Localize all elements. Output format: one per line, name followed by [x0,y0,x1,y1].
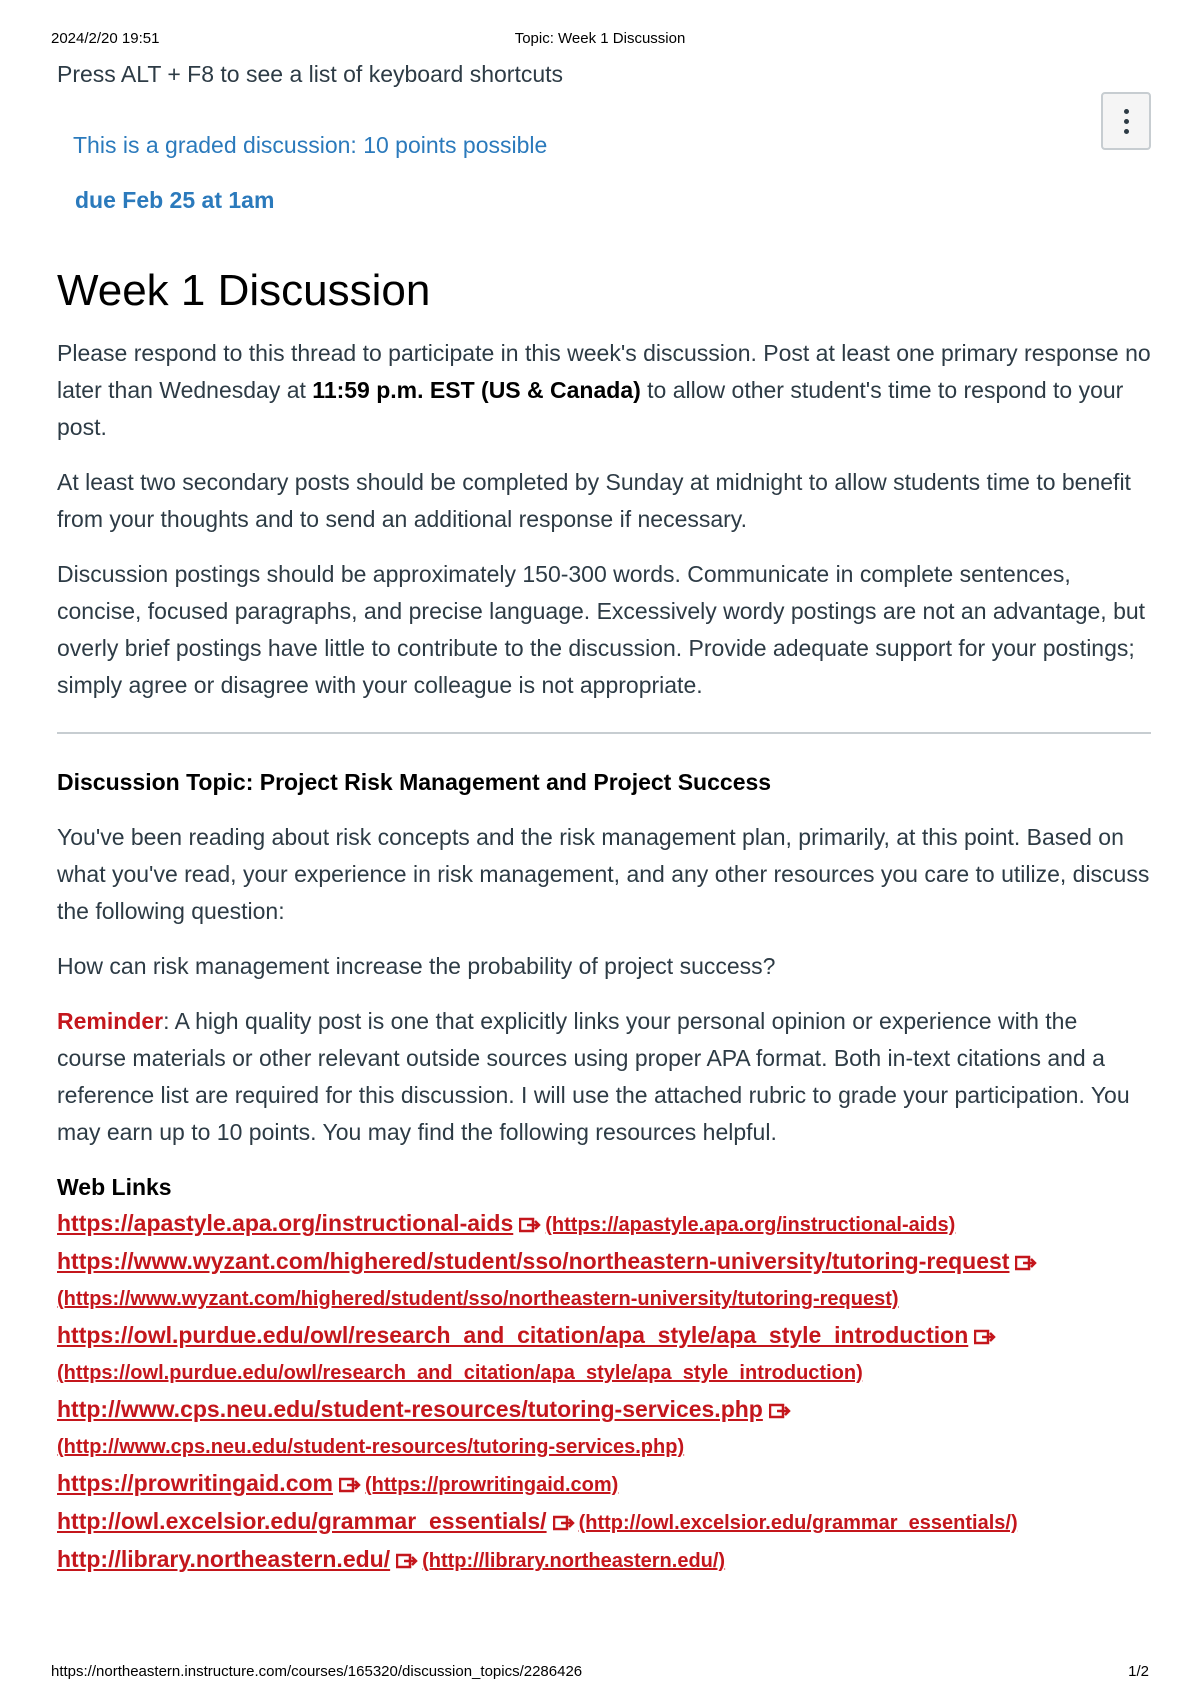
list-item [57,1541,1151,1579]
topic-heading: Discussion Topic: Project Risk Management and Project Success [57,769,772,795]
topic-question: How can risk management increase the probability of project success? [57,953,776,979]
web-link[interactable]: https://www.wyzant.com/highered/student/sso/northeastern-university/tutoring-request [57,1248,1010,1274]
print-page-number: 1/2 [1128,1663,1149,1680]
list-item [57,1243,1151,1317]
web-link-url[interactable]: (https://apastyle.apa.org/instructional-aids) [545,1214,956,1236]
list-item [57,1205,1151,1243]
reminder-label: Reminder [57,1008,164,1034]
web-link[interactable]: http://www.cps.neu.edu/student-resources/tutoring-services.php [57,1396,763,1422]
web-link-url[interactable]: (https://owl.purdue.edu/owl/research_and_citation/apa_style/apa_style_introduction) [57,1362,863,1384]
external-link-icon [339,1477,361,1493]
web-link-url[interactable]: (http://library.northeastern.edu/) [422,1550,726,1572]
kebab-menu-icon [1124,109,1129,134]
external-link-icon [519,1217,541,1233]
discussion-body [57,335,1151,1579]
intro-paragraph-2: At least two secondary posts should be completed by Sunday at midnight to allow students time to benefit from your thoughts and to send an additional response if necessary. [57,469,1131,532]
keyboard-shortcuts-hint: Press ALT + F8 to see a list of keyboard shortcuts [57,61,564,87]
discussion-content [57,60,1151,1572]
list-item [57,1465,1151,1503]
print-url: https://northeastern.instructure.com/courses/165320/discussion_topics/2286426 [51,1663,583,1680]
external-link-icon [974,1329,996,1345]
external-link-icon [553,1515,575,1531]
list-item [57,1391,1151,1465]
web-link-url[interactable]: (https://www.wyzant.com/highered/student/sso/northeastern-university/tutoring-request) [57,1288,899,1310]
list-item [57,1317,1151,1391]
web-link[interactable]: http://library.northeastern.edu/ [57,1546,391,1572]
list-item [57,1503,1151,1541]
web-link[interactable]: https://apastyle.apa.org/instructional-aids [57,1210,514,1236]
web-links-heading: Web Links [57,1174,172,1200]
intro-paragraph-3: Discussion postings should be approximately 150-300 words. Communicate in complete sentences, concise, focused paragraphs, and precise language. Excessively wordy postings are not an advantage, but overly brief postings have little to contribute to the discussion. Provide adequate support for your postings; simply agree or disagree with your colleague is not appropriate. [57,561,1146,698]
external-link-icon [1015,1255,1037,1271]
web-link-url[interactable]: (http://www.cps.neu.edu/student-resources/tutoring-services.php) [57,1436,685,1458]
print-date: 2024/2/20 19:51 [51,30,160,47]
page-title: Week 1 Discussion [57,266,431,315]
reminder-paragraph: Reminder: A high quality post is one that explicitly links your personal opinion or experience with the course materials or other relevant outside sources using proper APA format. Both in-text citations and a reference list are required for this discussion. I will use the attached rubric to grade your participation. You may earn up to 10 points. You may find the following resources helpful. [57,1008,1130,1145]
print-header [51,30,1149,50]
section-divider [57,732,1151,734]
web-link[interactable]: http://owl.excelsior.edu/grammar_essentials/ [57,1508,547,1534]
print-footer [51,1663,1149,1683]
due-date: due Feb 25 at 1am [75,187,275,213]
print-doc-title: Topic: Week 1 Discussion [514,30,686,47]
web-links-list [57,1205,1151,1579]
intro-paragraph-1: Please respond to this thread to participate in this week's discussion. Post at least one primary response no later than Wednesday at 11:59 p.m. EST (US & Canada) to allow other student's time to respond to your post. [57,340,1151,440]
graded-discussion-notice: This is a graded discussion: 10 points possible [73,132,548,158]
external-link-icon [769,1403,791,1419]
options-menu-button[interactable] [1101,92,1151,150]
web-link[interactable]: https://prowritingaid.com [57,1470,333,1496]
web-link-url[interactable]: (http://owl.excelsior.edu/grammar_essentials/) [578,1512,1018,1534]
web-link[interactable]: https://owl.purdue.edu/owl/research_and_citation/apa_style/apa_style_introduction [57,1322,969,1348]
topic-paragraph: You've been reading about risk concepts and the risk management plan, primarily, at this point. Based on what you've read, your experience in risk management, and any other resources you care to utilize, discuss the following question: [57,824,1150,924]
web-link-url[interactable]: (https://prowritingaid.com) [365,1474,619,1496]
external-link-icon [396,1553,418,1569]
